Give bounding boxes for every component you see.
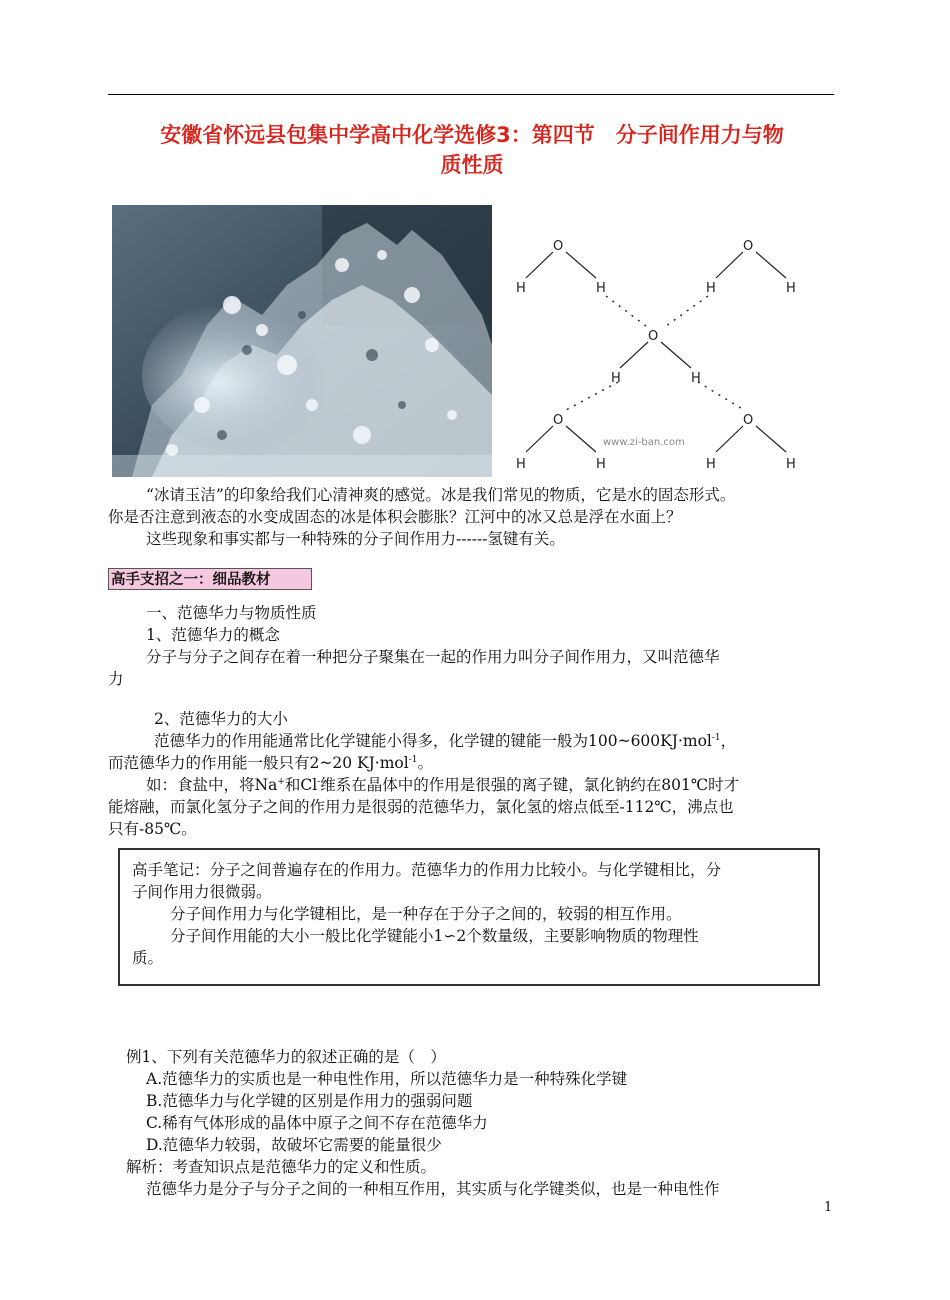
text-run: 如：食盐中，将Na bbox=[146, 776, 278, 794]
option-b: B.范德华力与化学键的区别是作用力的强弱问题 bbox=[146, 1092, 473, 1110]
section-1-2-title: 2、范德华力的大小 bbox=[154, 710, 288, 728]
water-hbond-diagram bbox=[508, 230, 818, 478]
title-line-2: 质性质 bbox=[440, 153, 504, 177]
watermark: www.zi-ban.com bbox=[603, 437, 685, 448]
atom-label: H bbox=[596, 457, 606, 472]
atom-label: O bbox=[743, 413, 754, 428]
note-line4: 分子间作用能的大小一般比化学键能小1∽2个数量级，主要影响物质的物理性 bbox=[170, 927, 699, 945]
superscript: -1 bbox=[711, 732, 721, 743]
atom-label: O bbox=[743, 239, 754, 254]
atom-label: H bbox=[611, 371, 621, 386]
section-1-1-title: 1、范德华力的概念 bbox=[146, 626, 280, 644]
section-1-1-text-line2: 力 bbox=[108, 670, 124, 688]
atom-label: H bbox=[516, 457, 526, 472]
atom-label: O bbox=[553, 413, 564, 428]
section-heading: 高手支招之一：细品教材 bbox=[108, 568, 312, 590]
intro-p2: 这些现象和事实都与一种特殊的分子间作用力------氢键有关。 bbox=[146, 530, 565, 548]
atom-label: H bbox=[596, 281, 606, 296]
example-nacl-line1 bbox=[146, 775, 739, 796]
intro-p1-line2: 你是否注意到液态的水变成固态的冰是体积会膨胀？江河中的冰又总是浮在水面上？ bbox=[108, 508, 682, 526]
atom-label: O bbox=[553, 239, 564, 254]
note-line3: 分子间作用力与化学键相比，是一种存在于分子之间的，较弱的相互作用。 bbox=[170, 905, 682, 923]
superscript: - bbox=[317, 776, 321, 787]
superscript: + bbox=[277, 776, 285, 787]
option-d: D.范德华力较弱，故破坏它需要的能量很少 bbox=[146, 1136, 442, 1154]
note-line1: 高手笔记：分子之间普遍存在的作用力。范德华力的作用力比较小。与化学键相比，分 bbox=[132, 861, 722, 879]
example-question: 例1、下列有关范德华力的叙述正确的是（ ） bbox=[126, 1048, 446, 1066]
example-nacl-line3: 只有-85℃。 bbox=[108, 820, 197, 838]
text-run: 维系在晶体中的作用是很强的离子键，氯化钠约在801℃时才 bbox=[320, 776, 740, 794]
page-number: 1 bbox=[824, 1200, 833, 1215]
section-1-2-line2 bbox=[108, 753, 433, 774]
option-c: C.稀有气体形成的晶体中原子之间不存在范德华力 bbox=[146, 1114, 488, 1132]
text-run: 而范德华力的作用能一般只有2~20 KJ·mol bbox=[108, 754, 409, 772]
notes-box bbox=[118, 848, 820, 986]
section-1-title: 一、范德华力与物质性质 bbox=[146, 604, 317, 622]
analysis-line2: 范德华力是分子与分子之间的一种相互作用，其实质与化学键类似，也是一种电性作 bbox=[146, 1180, 720, 1198]
header-rule bbox=[108, 94, 834, 95]
atom-label: H bbox=[691, 371, 701, 386]
title-line-1: 安徽省怀远县包集中学高中化学选修3：第四节 分子间作用力与物 bbox=[160, 123, 784, 147]
note-line2: 子间作用力很微弱。 bbox=[132, 883, 272, 901]
intro-p1-line1: “冰请玉洁”的印象给我们心清神爽的感觉。冰是我们常见的物质，它是水的固态形式。 bbox=[146, 486, 736, 504]
text-run: 。 bbox=[417, 754, 434, 772]
document-title bbox=[100, 120, 844, 180]
text-run: 范德华力的作用能通常比化学键能小得多，化学键的键能一般为100~600KJ·mol bbox=[154, 732, 712, 750]
section-1-1-text-line1: 分子与分子之间存在着一种把分子聚集在一起的作用力叫分子间作用力，又叫范德华 bbox=[146, 648, 720, 666]
atom-label: H bbox=[516, 281, 526, 296]
ice-photo bbox=[112, 205, 492, 477]
atom-label: H bbox=[786, 457, 796, 472]
atom-label: O bbox=[648, 329, 659, 344]
section-1-2-line1 bbox=[154, 731, 736, 752]
analysis-line1: 解析：考查知识点是范德华力的定义和性质。 bbox=[126, 1158, 437, 1176]
atom-label: H bbox=[706, 281, 716, 296]
example-nacl-line2: 能熔融，而氯化氢分子之间的作用力是很弱的范德华力，氯化氢的熔点低至-112℃，沸点也 bbox=[108, 798, 734, 816]
superscript: -1 bbox=[408, 754, 418, 765]
option-a: A.范德华力的实质也是一种电性作用，所以范德华力是一种特殊化学键 bbox=[146, 1070, 628, 1088]
atom-label: H bbox=[786, 281, 796, 296]
atom-label: H bbox=[706, 457, 716, 472]
text-run: ， bbox=[720, 732, 737, 750]
note-line5: 质。 bbox=[132, 949, 164, 967]
text-run: 和Cl bbox=[284, 776, 318, 794]
